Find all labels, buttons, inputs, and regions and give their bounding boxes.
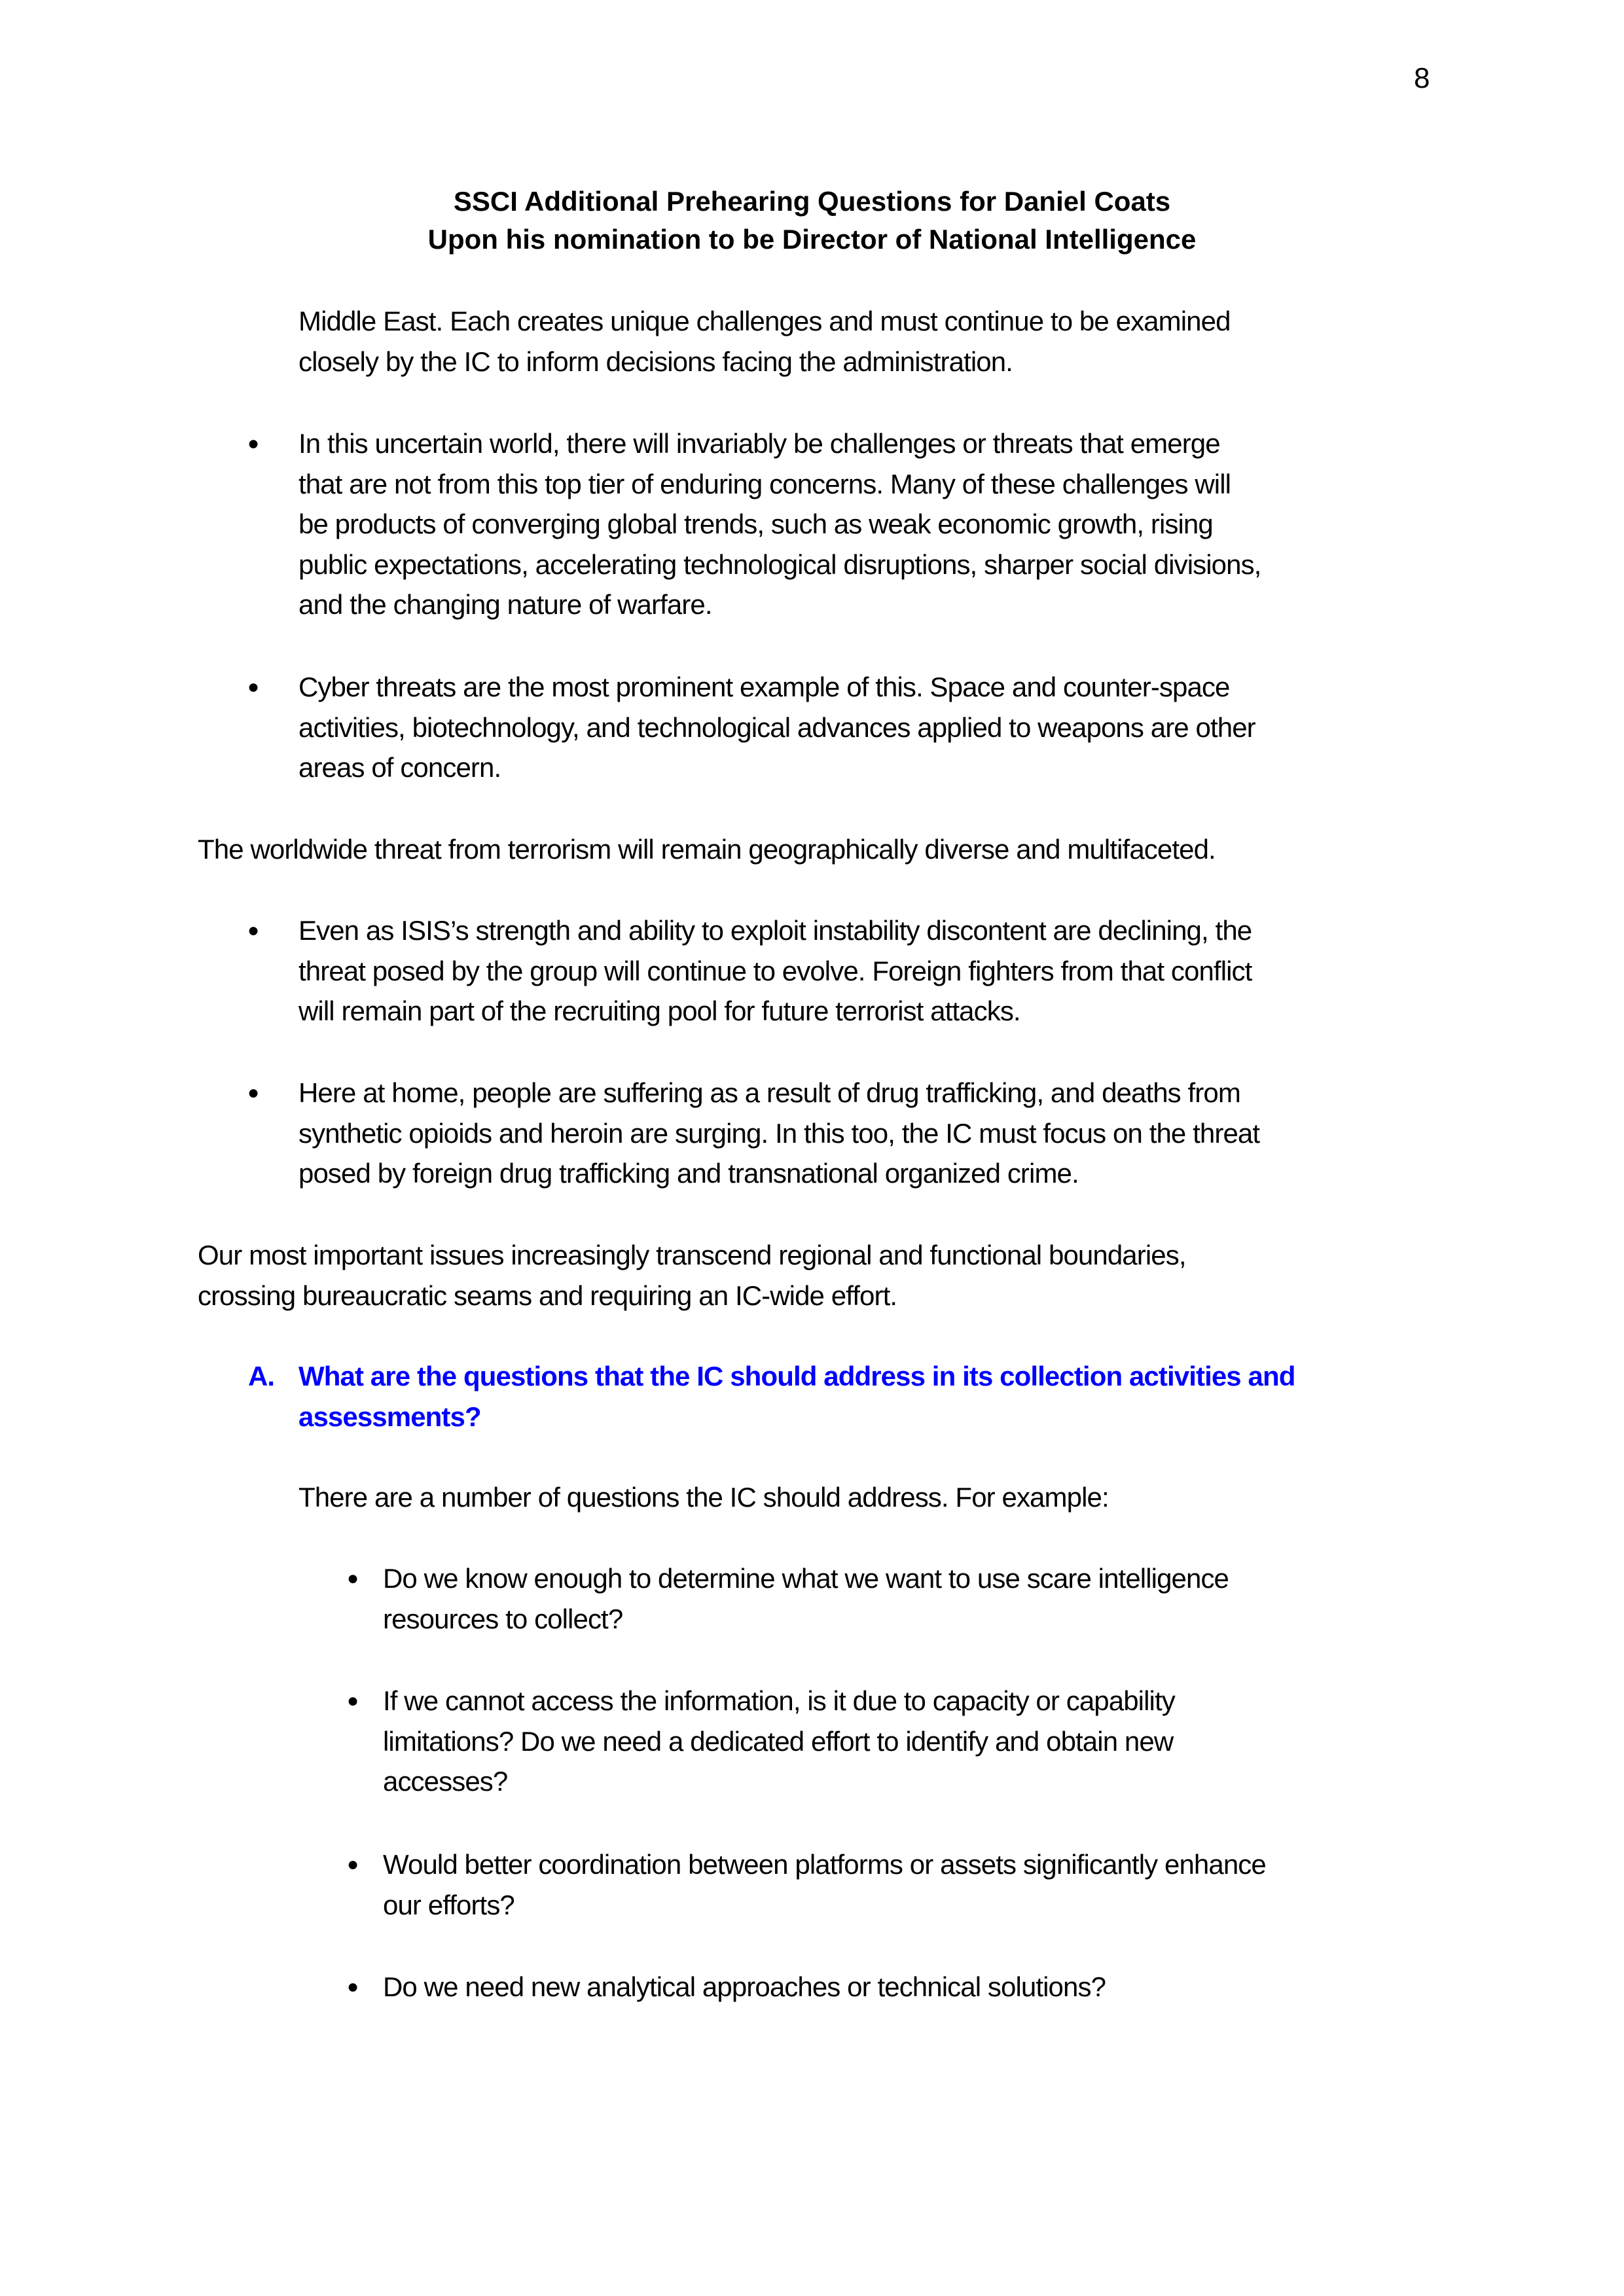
text-line: that are not from this top tier of enduring concerns. Many of these challenges will xyxy=(298,468,1231,499)
text-line: Our most important issues increasingly transcend regional and functional boundaries, xyxy=(198,1240,1186,1270)
text-line: resources to collect? xyxy=(383,1603,623,1634)
page-number: 8 xyxy=(1414,62,1430,94)
text-line: will remain part of the recruiting pool for future terrorist attacks. xyxy=(298,996,1020,1026)
header-title-line-1: SSCI Additional Prehearing Questions for Daniel Coats xyxy=(453,186,1171,217)
continuation-paragraph xyxy=(298,301,1231,382)
bullet-text xyxy=(298,423,1261,625)
bullet-text xyxy=(383,1681,1175,1802)
text-line: closely by the IC to inform decisions facing the administration. xyxy=(298,346,1013,377)
bullet-text xyxy=(298,910,1252,1031)
bullet-text xyxy=(383,1967,1106,2007)
bullet-icon: ● xyxy=(247,1082,260,1103)
text-line: Even as ISIS’s strength and ability to exploit instability discontent are declining, the xyxy=(298,915,1252,946)
answer-intro: There are a number of questions the IC should address. For example: xyxy=(298,1482,1109,1513)
bullet-icon: ● xyxy=(347,1854,359,1875)
text-line: threat posed by the group will continue to evolve. Foreign fighters from that conflict xyxy=(298,955,1252,986)
text-line: areas of concern. xyxy=(298,752,501,783)
text-line: posed by foreign drug trafficking and transnational organized crime. xyxy=(298,1158,1079,1189)
text-line: Do we need new analytical approaches or technical solutions? xyxy=(383,1971,1106,2002)
bullet-text xyxy=(298,667,1255,788)
bullet-icon: ● xyxy=(347,1568,359,1589)
text-line: If we cannot access the information, is it due to capacity or capability xyxy=(383,1685,1175,1716)
text-line: In this uncertain world, there will invariably be challenges or threats that emerge xyxy=(298,428,1220,459)
text-line: activities, biotechnology, and technological advances applied to weapons are other xyxy=(298,711,1255,743)
bullet-text xyxy=(383,1558,1229,1639)
text-line: limitations? Do we need a dedicated effort to identify and obtain new xyxy=(383,1725,1174,1757)
bullet-icon: ● xyxy=(347,1690,359,1712)
issues-paragraph xyxy=(198,1235,1186,1316)
text-line: our efforts? xyxy=(383,1889,514,1920)
text-line: synthetic opioids and heroin are surging. In this too, the IC must focus on the threat xyxy=(298,1117,1260,1149)
bullet-icon: ● xyxy=(347,1976,359,1998)
text-line: and the changing nature of warfare. xyxy=(298,589,712,620)
text-line: Here at home, people are suffering as a result of drug trafficking, and deaths from xyxy=(298,1077,1240,1108)
terrorism-paragraph: The worldwide threat from terrorism will remain geographically diverse and multifaceted. xyxy=(198,834,1216,865)
text-line: Do we know enough to determine what we want to use scare intelligence xyxy=(383,1563,1229,1594)
bullet-text xyxy=(298,1073,1259,1194)
header-title-line-2: Upon his nomination to be Director of National Intelligence xyxy=(427,224,1197,255)
text-line: be products of converging global trends, such as weak economic growth, rising xyxy=(298,509,1213,539)
text-line: public expectations, accelerating technological disruptions, sharper social divisions, xyxy=(298,548,1261,580)
text-line: crossing bureaucratic seams and requiring an IC-wide effort. xyxy=(198,1280,897,1311)
bullet-icon: ● xyxy=(247,676,260,698)
text-line: Cyber threats are the most prominent example of this. Space and counter-space xyxy=(298,672,1230,702)
bullet-text xyxy=(383,1844,1266,1925)
text-line: assessments? xyxy=(298,1401,481,1432)
question-text xyxy=(298,1356,1295,1437)
text-line: Middle East. Each creates unique challenges and must continue to be examined xyxy=(298,306,1231,336)
text-line: What are the questions that the IC should address in its collection activities and xyxy=(298,1361,1295,1391)
text-line: Would better coordination between platforms or assets significantly enhance xyxy=(383,1849,1266,1880)
bullet-icon: ● xyxy=(247,433,260,454)
question-label: A. xyxy=(248,1361,275,1391)
bullet-icon: ● xyxy=(247,920,260,941)
text-line: accesses? xyxy=(383,1766,508,1797)
